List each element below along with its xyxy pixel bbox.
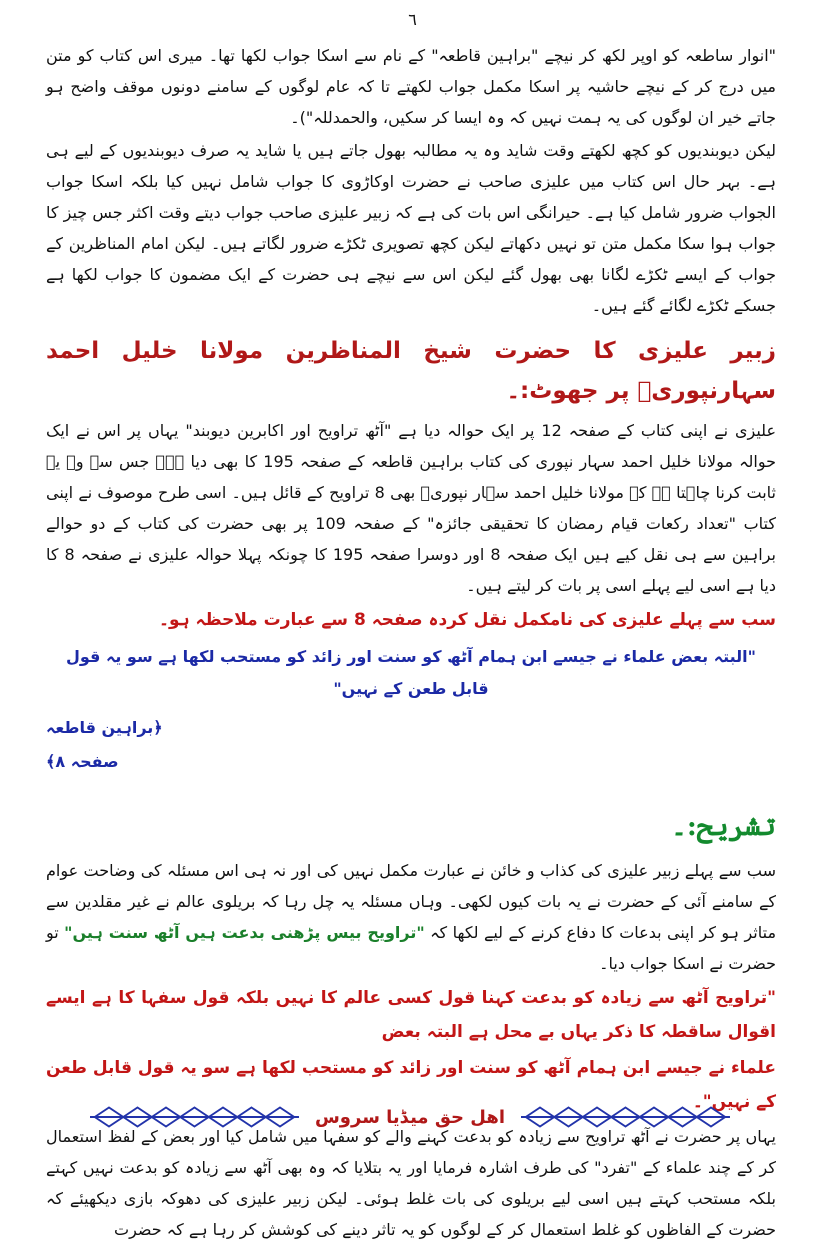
reference-line (46, 711, 776, 779)
paragraph-5: یہاں پر حضرت نے آٹھ تراویح سے زیادہ کو بدعت کہنے والے کو سفہا میں شامل کیا اور بعض کے لفظ استعمال کر کے چند علماء کے "تفرد" کی طرف اشارہ فرمایا اور یہ بتلایا کہ وہ بھی آٹھ سے زیادہ کو بدعت نہیں کہتے بلکہ مستحب کہتے ہیں اسی لیے بریلوی کی بات غلط ہوئی۔ لیکن زبیر علیزی کی دھوکہ بازی دیکھیئے کہ حضرت کے الفاظوں کو غلط استعمال کر کے لوگوں کو یہ تاثر دینے کی کوشش کر رہا ہے کہ حضرت (46, 1127, 776, 1239)
inline-quote: "تراویح بیس پڑھنی بدعت ہیں آٹھ سنت ہیں" (64, 923, 425, 942)
paragraph-4-end: تو حضرت نے اسکا جواب دیا۔ (46, 923, 776, 973)
paragraph-4 (46, 855, 776, 979)
full-quote-line-2: علماء نے جیسے ابن ہمام آٹھ کو سنت اور زائد کو مستحب لکھا ہے سو یہ قول قابل طعن کے نہیں"۔ (46, 1058, 776, 1112)
footer-banner (90, 1094, 730, 1140)
footer-title: اهل حق میڈیا سروس (314, 1106, 506, 1128)
full-quote-line-1: "تراویح آٹھ سے زیادہ کو بدعت کہنا قول کسی عالم کا نہیں بلکہ قول سفہا کا ہے ایسے اقوال ساقطہ کا ذکر یہاں بے محل ہے البتہ بعض (46, 988, 776, 1042)
quoted-text: "البتہ بعض علماء نے جیسے ابن ہمام آٹھ کو سنت اور زائد کو مستحب لکھا ہے سو یہ قول قابل طعن کے نہیں" (66, 647, 756, 698)
quote-intro: سب سے پہلے علیزی کی نامکمل نقل کردہ صفحہ 8 سے عبارت ملاحظہ ہو۔ (159, 610, 776, 630)
reference-citation: ﴿براہین قاطعہ صفحہ ۸﴾ (46, 718, 163, 771)
footer-ornament-left-icon (90, 1102, 299, 1132)
section-heading: زبیر علیزی کا حضرت شیخ المناظرین مولانا خلیل احمد سہارنپوریؒ پر جھوٹ:۔ (46, 338, 776, 404)
tashreeh-heading: تشریح:۔ (671, 811, 776, 842)
page-number: ٦ (408, 10, 417, 29)
paragraph-1: "انوار ساطعہ کو اوپر لکھ کر نیچے "براہین قاطعہ" کے نام سے اسکا جواب لکھا تھا۔ میری اس کتاب کو متن میں درج کر کے نیچے حاشیہ پر اسکا مکمل جواب لکھتے تا کہ عام لوگوں کے سامنے دونوں موقف واضح ہو جاتے خیر ان لوگوں کی یہ ہمت نہیں کہ وہ ایسا کر سکیں، والحمدللہ")۔ (46, 46, 776, 127)
footer-ornament-right-icon (521, 1102, 730, 1132)
paragraph-4-text: سب سے پہلے زبیر علیزی کی کذاب و خائن نے عبارت مکمل نہیں کی اور نہ ہی اس مسئلہ کی وضاحت عوام کے سامنے آئی کے حضرت نے یہ بات کیوں لکھی۔ وہاں مسئلہ یہ چل رہا کہ بریلوی عالم نے غیر مقلدین سے متاثر ہو کر اپنی بدعات کا دفاع کرنے کے لیے لکھا کہ (46, 861, 777, 942)
paragraph-3: علیزی نے اپنی کتاب کے صفحہ 12 پر ایک حوالہ دیا ہے "آٹھ تراویح اور اکابرین دیوبند" یہاں پر اس نے ایک حوالہ مولانا خلیل احمد سہار نپوری کی کتاب براہین قاطعہ کے صفحہ 195 کا بھی دیا ہے۔ جس سے وہ یہ ثابت کرنا چاہتا ہے کہ مولانا خلیل احمد سہار نپوریؒ بھی 8 تراویح کے قائل ہیں۔ اسی طرح موصوف نے اپنی کتاب "تعداد رکعات قیام رمضان کا تحقیقی جائزہ" کے صفحہ 109 پر بھی حضرت کی کتاب کے دو حوالے براہین سے ہی نقل کیے ہیں ایک صفحہ 8 اور دوسرا صفحہ 195 کا چونکہ پہلا حوالہ علیزی نے صفحہ 8 کا دیا ہے اسی لیے پہلے اسی پر بات کر لیتے ہیں۔ (46, 421, 777, 595)
page-content (46, 40, 776, 1247)
paragraph-2: لیکن دیوبندیوں کو کچھ لکھتے وقت شاید وہ یہ مطالبہ بھول جاتے ہیں یا شاید یہ صرف دیوبندیوں کے لیے ہی ہے۔ بہر حال اس کتاب میں علیزی صاحب نے حضرت اوکاڑوی کا جواب شامل نہیں کیا بلکہ اسکا جواب الجواب ضرور شامل کیا ہے۔ حیرانگی اس بات کی ہے کہ زبیر علیزی صاحب جواب دیتے وقت اکثر جس چیز کا جواب ہوا سکا مکمل متن تو نہیں دکھاتے لیکن کچھ تصویری ٹکڑے ضرور لگاتے ہیں۔ لیکن امام المناظرین کے جواب کے ایسے ٹکڑے لگانا بھی بھول گئے لیکن اس سے نیچے ہی حضرت کے ایک مضمون کا جواب لکھا ہے جسکے ٹکڑے لگائے گئے ہیں۔ (46, 141, 776, 315)
